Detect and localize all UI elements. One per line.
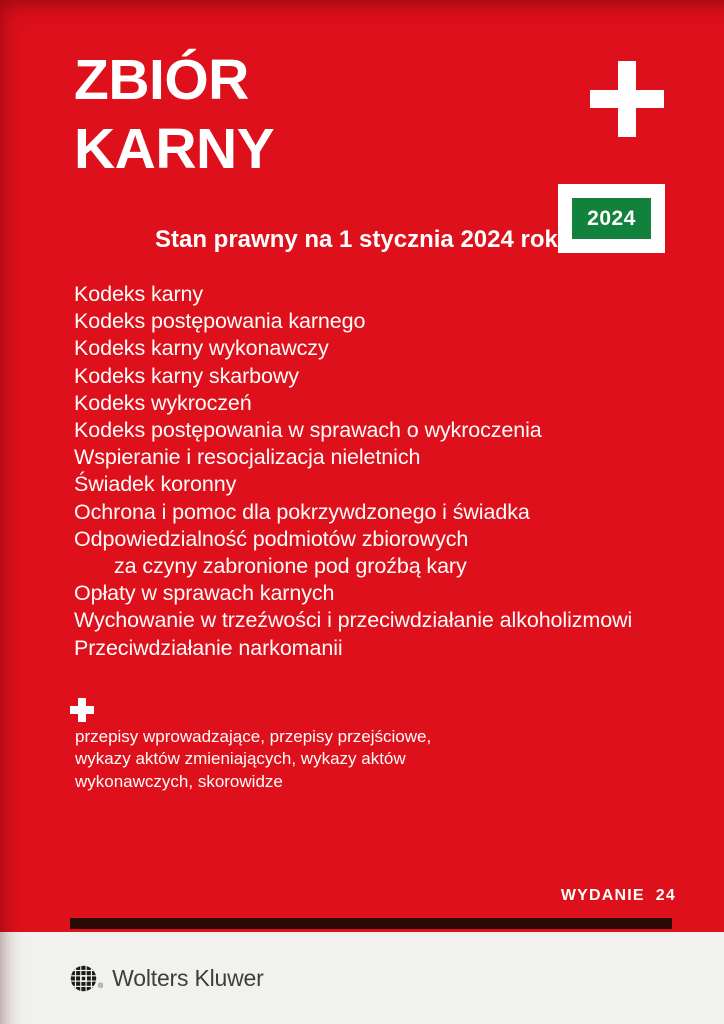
plus-icon-vertical-bar [618, 61, 636, 137]
act-item: Wspieranie i resocjalizacja nieletnich [74, 445, 421, 470]
edition-number: 24 [655, 887, 676, 904]
book-title-line1: ZBIÓR [74, 48, 249, 112]
book-title-line2: KARNY [74, 117, 275, 181]
publisher-footer [0, 932, 724, 1024]
act-item: Kodeks postępowania w sprawach o wykroczenia [74, 418, 542, 443]
year-badge-card [558, 184, 665, 253]
wolters-kluwer-globe-icon [70, 965, 97, 992]
plus-icon-vertical-bar [78, 698, 86, 722]
act-item: Kodeks karny [74, 282, 204, 306]
extras-description [75, 726, 431, 793]
year-badge: 2024 [572, 198, 651, 239]
act-item: Świadek koronny [74, 472, 237, 497]
acts-list [74, 281, 684, 662]
act-item: Opłaty w sprawach karnych [74, 581, 335, 606]
bottom-divider-bar [70, 918, 672, 929]
extras-line: przepisy wprowadzające, przepisy przejściowe, [75, 727, 432, 746]
act-item: Kodeks wykroczeń [74, 390, 252, 415]
extras-line: wykonawczych, skorowidze [75, 771, 283, 791]
edition-info [561, 887, 676, 905]
publisher-brand [70, 965, 264, 992]
act-item: Ochrona i pomoc dla pokrzywdzonego i świadka [74, 499, 530, 524]
edition-label: WYDANIE [560, 887, 645, 904]
extras-line: wykazy aktów zmieniających, wykazy aktów [75, 749, 406, 769]
act-item: Przeciwdziałanie narkomanii [74, 635, 343, 660]
act-item: Kodeks karny wykonawczy [74, 336, 329, 361]
act-item: Kodeks karny skarbowy [74, 363, 299, 388]
act-item: Odpowiedzialność podmiotów zbiorowych [74, 526, 469, 551]
plus-icon [590, 61, 664, 137]
act-item: Kodeks postępowania karnego [74, 309, 366, 334]
publisher-name: Wolters Kluwer [112, 964, 264, 991]
act-item: Wychowanie w trzeźwości i przeciwdziałanie alkoholizmowi [74, 608, 633, 633]
book-title [74, 46, 274, 184]
legal-status-line: Stan prawny na 1 stycznia 2024 roku [155, 226, 573, 253]
plus-icon [70, 698, 94, 722]
act-item-continuation: za czyny zabronione pod groźbą kary [114, 554, 467, 579]
registered-trademark-symbol: ® [98, 982, 104, 990]
